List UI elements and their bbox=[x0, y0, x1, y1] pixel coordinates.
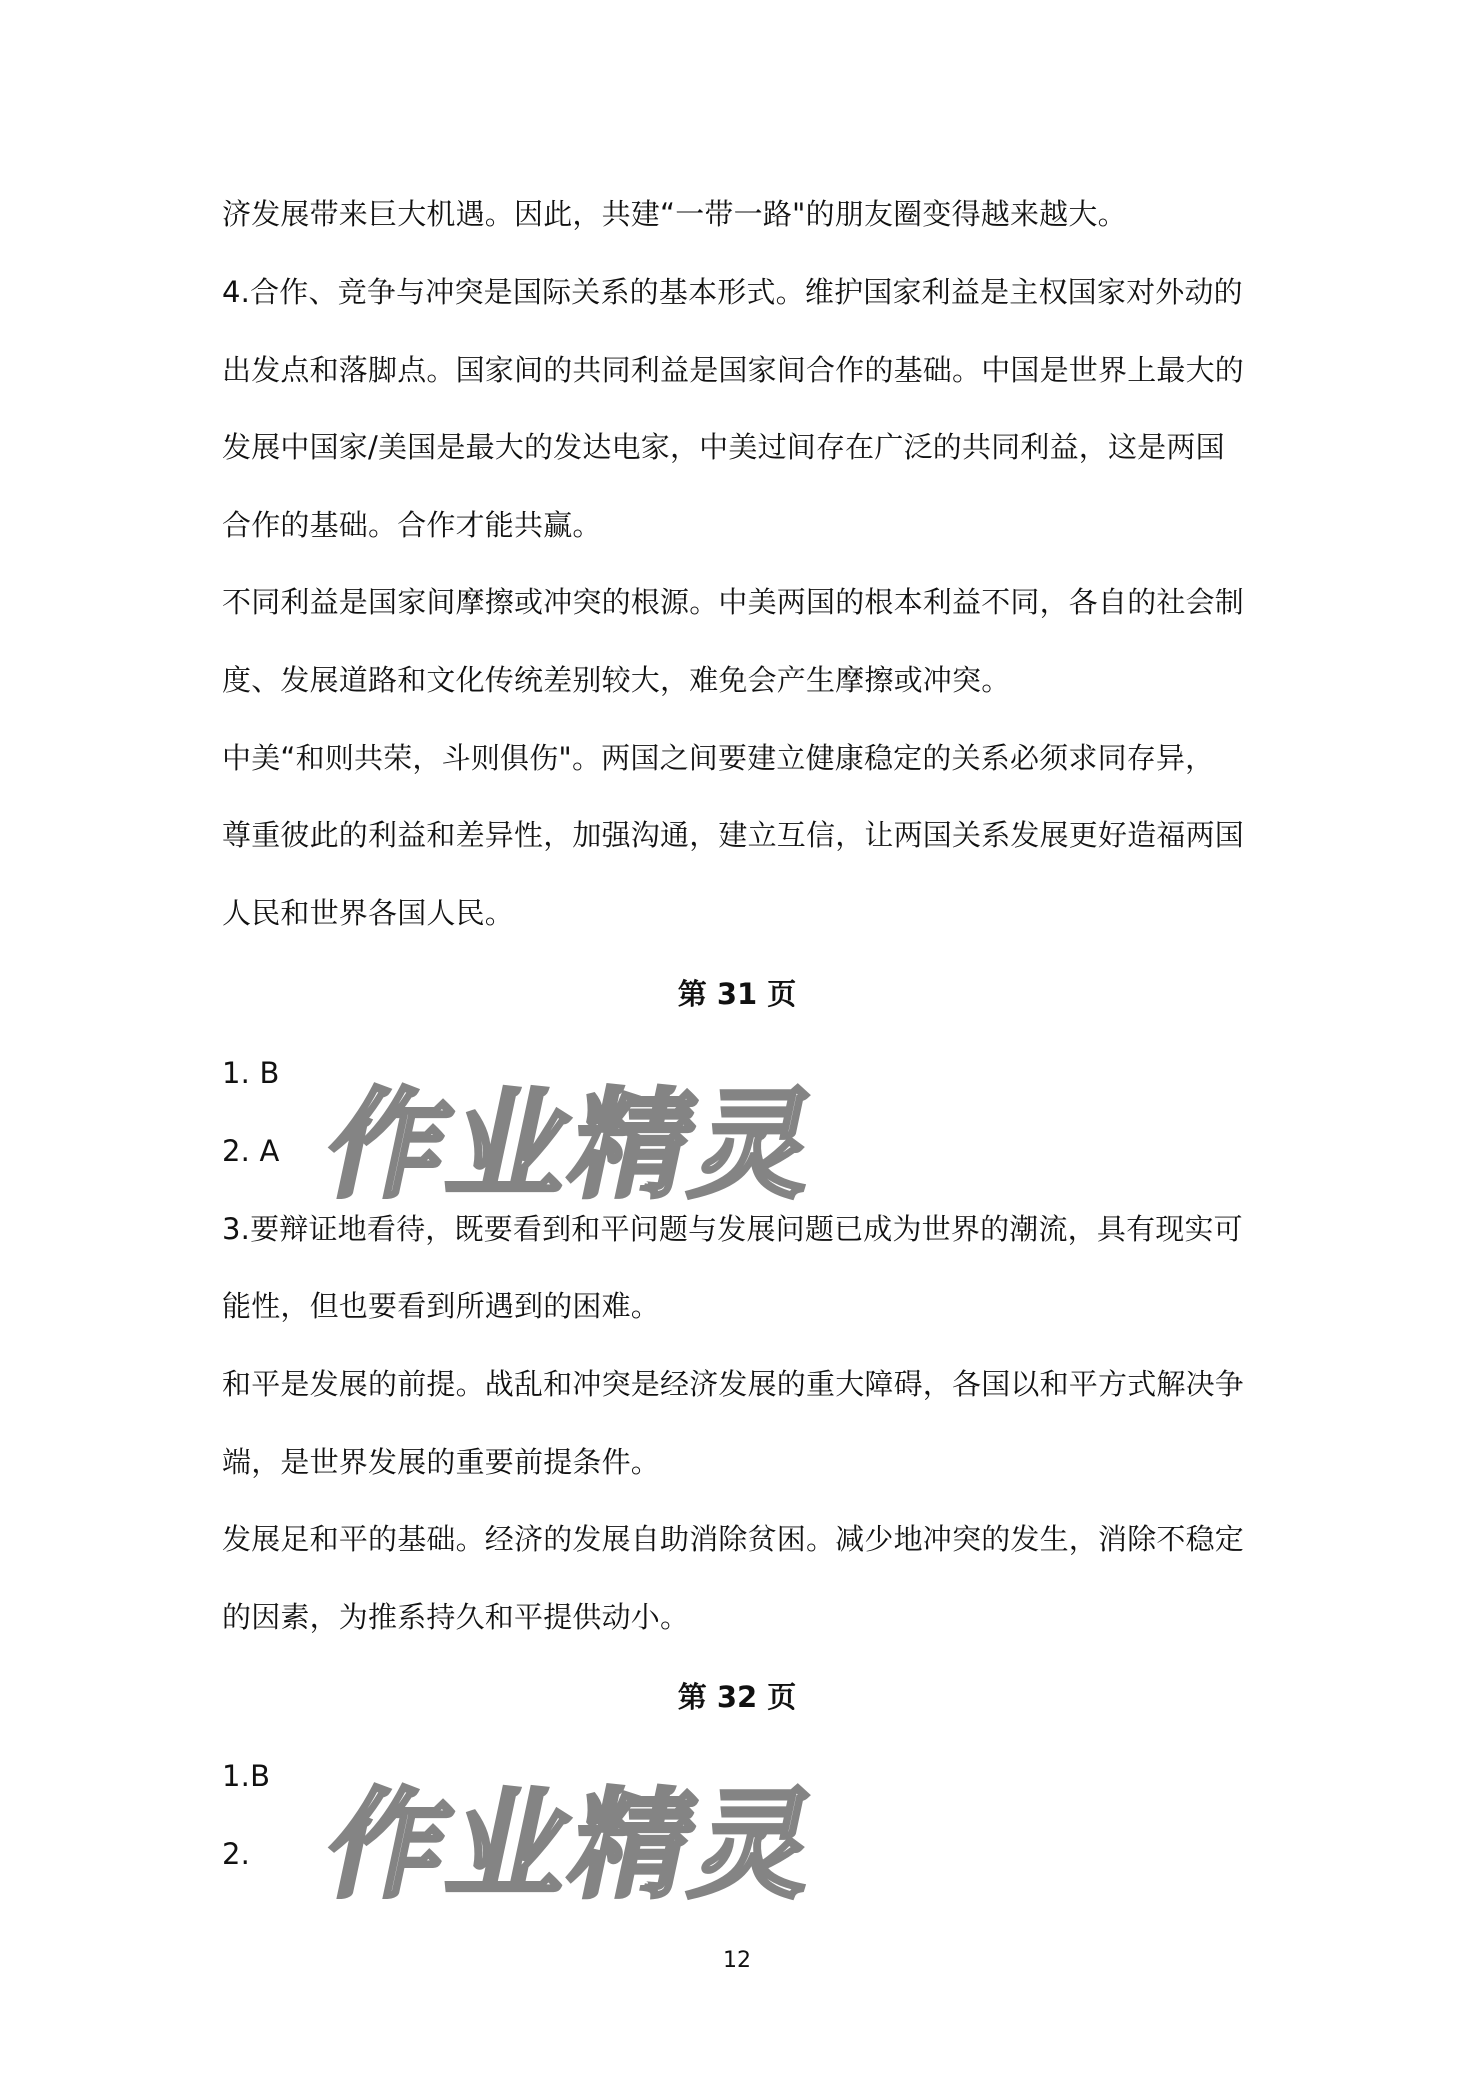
text-line: 人民和世界各国人民。 bbox=[222, 896, 515, 930]
answer-line: 2. bbox=[222, 1837, 251, 1871]
answer-line: 1. B bbox=[222, 1056, 280, 1090]
text-line: 济发展带来巨大机遇。因此，共建“一带一路"的朋友圈变得越来越大。 bbox=[222, 197, 1127, 231]
text-line: 中美“和则共荣，斗则俱伤"。两国之间要建立健康稳定的关系必须求同存异， bbox=[222, 741, 1215, 775]
answer-line: 发展足和平的基础。经济的发展自助消除贫困。减少地冲突的发生，消除不稳定 bbox=[222, 1522, 1245, 1556]
answer-line: 的因素，为推系持久和平提供动小。 bbox=[222, 1600, 690, 1634]
answer-line: 和平是发展的前提。战乱和冲突是经济发展的重大障碍，各国以和平方式解决争 bbox=[222, 1367, 1245, 1401]
page-number: 12 bbox=[723, 1948, 751, 1973]
section-heading-31: 第 31 页 bbox=[677, 977, 797, 1011]
text-line: 4.合作、竞争与冲突是国际关系的基本形式。维护国家利益是主权国家对外动的 bbox=[222, 275, 1243, 309]
answer-line: 2. A bbox=[222, 1134, 280, 1168]
answer-line: 能性，但也要看到所遇到的困难。 bbox=[222, 1289, 661, 1323]
text-line: 度、发展道路和文化传统差别较大，难免会产生摩擦或冲突。 bbox=[222, 663, 1011, 697]
section-heading-32: 第 32 页 bbox=[677, 1680, 797, 1714]
text-line: 合作的基础。合作才能共赢。 bbox=[222, 508, 602, 542]
watermark: 作业精灵 bbox=[315, 1076, 833, 1214]
text-line: 发展中国家/美国是最大的发达电家，中美过间存在广泛的共同利益，这是两国 bbox=[222, 430, 1225, 464]
text-line: 尊重彼此的利益和差异性，加强沟通，建立互信，让两国关系发展更好造福两国 bbox=[222, 818, 1245, 852]
answer-line: 3.要辩证地看待，既要看到和平问题与发展问题已成为世界的潮流，具有现实可 bbox=[222, 1212, 1243, 1246]
text-line: 不同利益是国家间摩擦或冲突的根源。中美两国的根本利益不同，各自的社会制 bbox=[222, 585, 1245, 619]
text-line: 出发点和落脚点。国家间的共同利益是国家间合作的基础。中国是世界上最大的 bbox=[222, 353, 1245, 387]
answer-line: 端，是世界发展的重要前提条件。 bbox=[222, 1445, 661, 1479]
answer-line: 1.B bbox=[222, 1759, 271, 1793]
watermark: 作业精灵 bbox=[315, 1776, 833, 1914]
